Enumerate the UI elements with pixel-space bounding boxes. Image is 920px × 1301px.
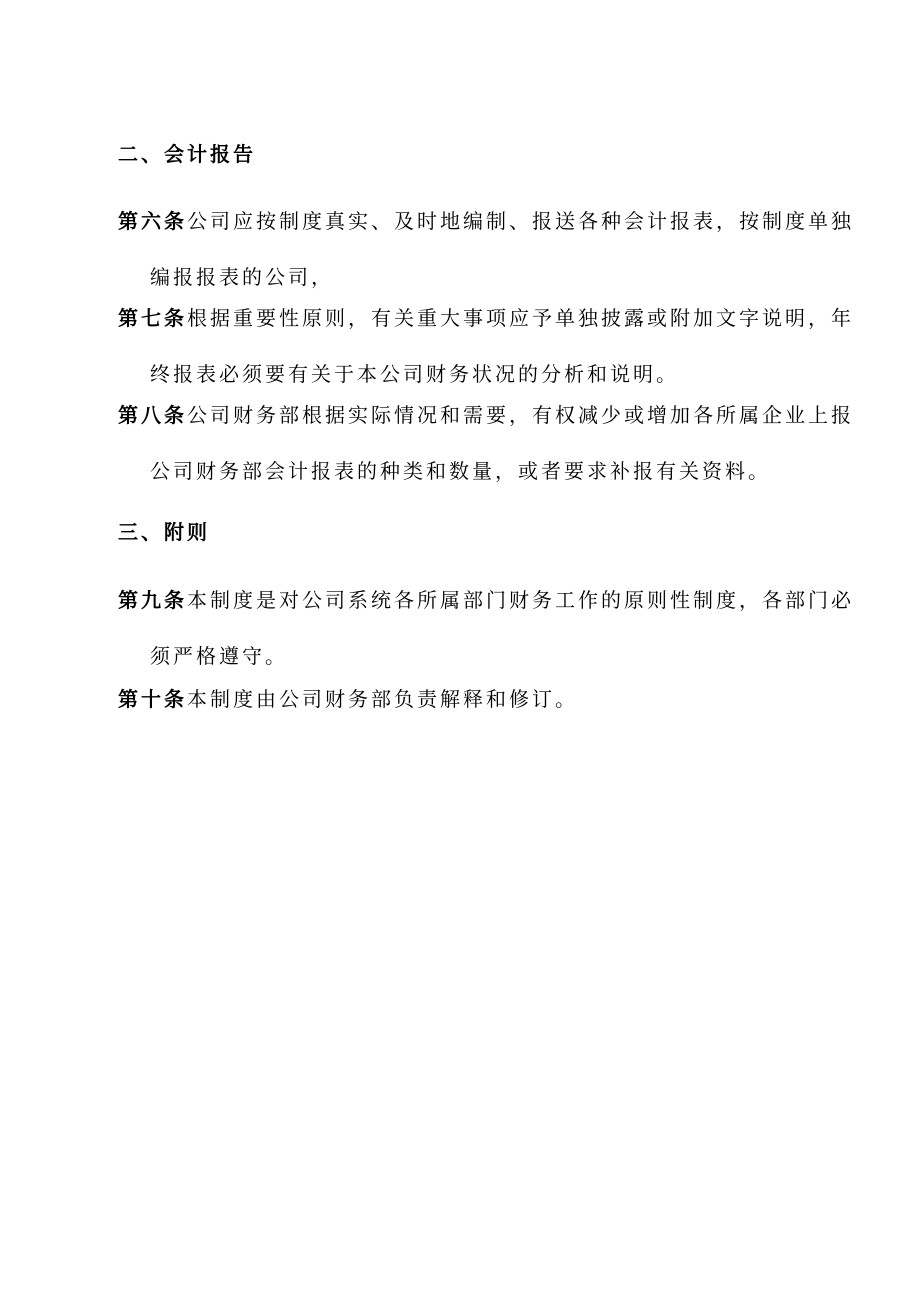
- article-text: 根据重要性原则，有关重大事项应予单独披露或附加文字说明，年: [187, 306, 854, 330]
- article-9: [118, 587, 854, 669]
- article-continuation-line: 终报表必须要有关于本公司财务状况的分析和说明。: [150, 362, 679, 386]
- article-number: 第六条: [118, 209, 187, 233]
- article-number: 第八条: [118, 403, 187, 427]
- article-7: [118, 305, 854, 387]
- article-number: 第七条: [118, 306, 187, 330]
- article-10: [118, 686, 818, 712]
- article-first-line: [118, 587, 854, 613]
- article-continuation-line: 编报报表的公司，: [150, 265, 334, 289]
- article-6: [118, 208, 854, 290]
- article-text: 本制度是对公司系统各所属部门财务工作的原则性制度，各部门必: [187, 588, 854, 612]
- article-number: 第十条: [118, 687, 187, 711]
- article-first-line: [118, 305, 854, 331]
- article-text: 公司财务部根据实际情况和需要，有权减少或增加各所属企业上报: [187, 403, 854, 427]
- article-first-line: [118, 402, 854, 428]
- article-text: 本制度由公司财务部负责解释和修订。: [187, 687, 578, 711]
- article-continuation-line: 公司财务部会计报表的种类和数量，或者要求补报有关资料。: [150, 459, 771, 483]
- article-continuation-line: 须严格遵守。: [150, 644, 288, 668]
- article-first-line: [118, 208, 854, 234]
- section-heading-accounting-report: 二、会计报告: [118, 142, 256, 166]
- article-text: 公司应按制度真实、及时地编制、报送各种会计报表，按制度单独: [187, 209, 854, 233]
- article-8: [118, 402, 854, 484]
- article-number: 第九条: [118, 588, 187, 612]
- section-heading-supplementary-provisions: 三、附则: [118, 520, 210, 544]
- article-first-line: [118, 686, 818, 712]
